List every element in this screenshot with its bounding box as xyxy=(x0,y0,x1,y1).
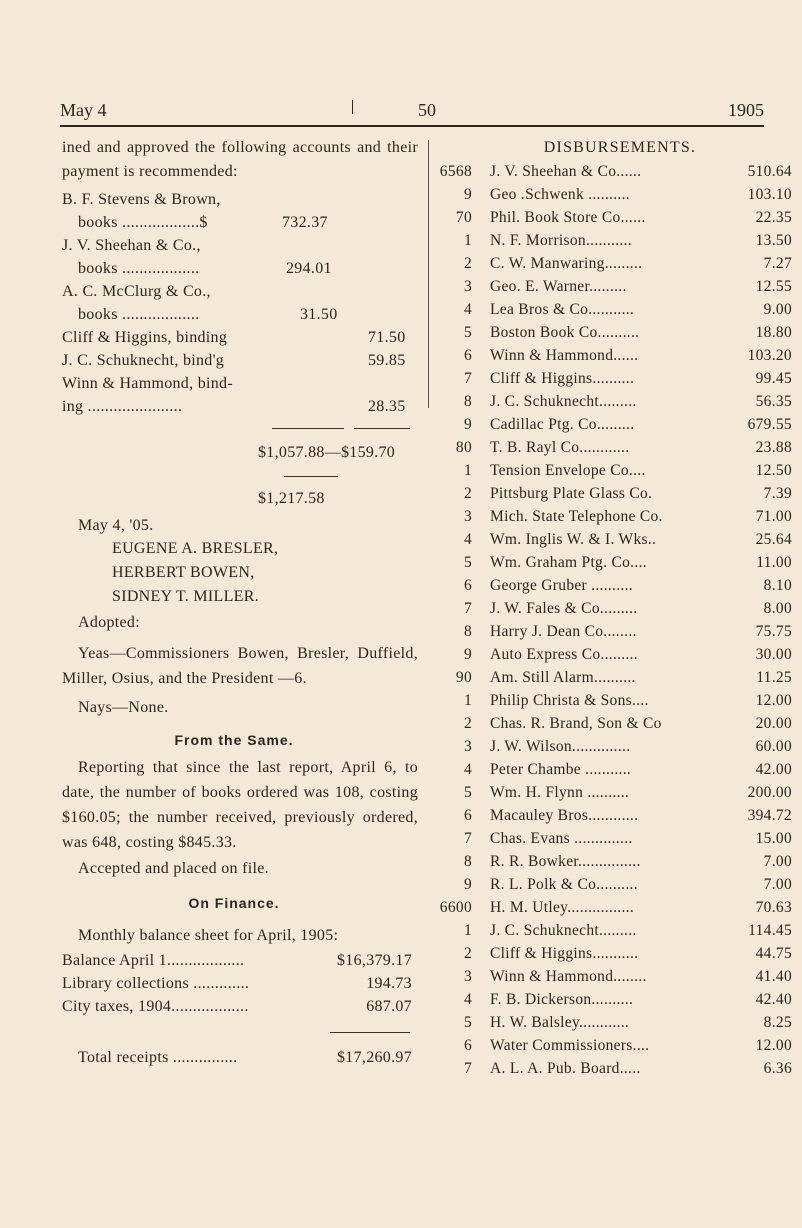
payment-amount: 56.35 xyxy=(755,393,792,410)
payee-name: Geo. E. Warner......... xyxy=(490,278,627,295)
voucher-number: 1 xyxy=(463,692,472,709)
voucher-number: 9 xyxy=(463,646,472,663)
report-text: Reporting that since the last report, April 6, to date, the number of books ordered was 108, costing $160.05; the number received, previously ordered, was 648, costing $845.33. xyxy=(62,759,418,851)
table-row xyxy=(432,735,794,758)
payee-name: Cadillac Ptg. Co......... xyxy=(490,416,635,433)
voucher-number: 6 xyxy=(463,1037,472,1054)
payee-name: Harry J. Dean Co........ xyxy=(490,623,637,640)
intro-text: ined and approved the following accounts and their payment is recommended: xyxy=(62,139,418,180)
voucher-number: 4 xyxy=(463,991,472,1008)
header-date: May 4 xyxy=(60,100,107,120)
table-row xyxy=(432,643,794,666)
payee-name: J. V. Sheehan & Co...... xyxy=(490,163,642,180)
payment-amount: 7.00 xyxy=(763,876,792,893)
table-row xyxy=(432,1057,794,1080)
payee-name: Mich. State Telephone Co. xyxy=(490,508,663,525)
payment-amount: 510.64 xyxy=(747,163,792,180)
payment-amount: 18.80 xyxy=(755,324,792,341)
payee-name: J. C. Schuknecht......... xyxy=(490,922,637,939)
voucher-number: 4 xyxy=(463,531,472,548)
page-number: 50 xyxy=(418,100,436,120)
voucher-number: 90 xyxy=(455,669,472,686)
total-receipts-label: Total receipts ............... xyxy=(78,1049,238,1066)
voucher-number: 1 xyxy=(463,462,472,479)
payee-name: Boston Book Co.......... xyxy=(490,324,640,341)
table-row xyxy=(432,298,794,321)
table-row xyxy=(432,390,794,413)
payee-name: Tension Envelope Co.... xyxy=(490,462,646,479)
payment-amount: 7.27 xyxy=(763,255,792,272)
payee-name: Am. Still Alarm.......... xyxy=(490,669,636,686)
payment-amount: 12.55 xyxy=(755,278,792,295)
account-line xyxy=(62,211,418,234)
payment-amount: 70.63 xyxy=(755,899,792,916)
voucher-number: 6 xyxy=(463,347,472,364)
yeas-text: Yeas—Commissioners Bowen, Bresler, Duffield, Miller, Osius, and the President —6. xyxy=(62,645,418,687)
voucher-number: 7 xyxy=(463,1060,472,1077)
voucher-number: 4 xyxy=(463,301,472,318)
header-tick-mark xyxy=(352,100,353,114)
payment-amount: 42.00 xyxy=(755,761,792,778)
account-line xyxy=(62,257,418,280)
payee-name: F. B. Dickerson.......... xyxy=(490,991,634,1008)
payment-amount: 15.00 xyxy=(755,830,792,847)
receipts-rule-line xyxy=(62,1018,418,1046)
account-amount: 31.50 xyxy=(300,306,338,323)
account-name: A. C. McClurg & Co., xyxy=(62,283,211,300)
voucher-number: 2 xyxy=(463,485,472,502)
account-amount: 294.01 xyxy=(286,260,332,277)
table-row xyxy=(432,781,794,804)
binding-name: J. C. Schuknecht, bind'g xyxy=(62,352,225,369)
table-row xyxy=(432,689,794,712)
voucher-number: 2 xyxy=(463,715,472,732)
payee-name: R. R. Bowker............... xyxy=(490,853,641,870)
binding-name: Winn & Hammond, bind- xyxy=(62,375,233,392)
account-line xyxy=(62,303,418,326)
finance-line xyxy=(62,995,418,1018)
account-leader: books .................. xyxy=(78,306,200,323)
table-row xyxy=(432,965,794,988)
table-row xyxy=(432,206,794,229)
voucher-number: 8 xyxy=(463,393,472,410)
voucher-number: 5 xyxy=(463,1014,472,1031)
voucher-number: 4 xyxy=(463,761,472,778)
payment-amount: 60.00 xyxy=(755,738,792,755)
payee-name: Winn & Hammond........ xyxy=(490,968,647,985)
payee-name: Lea Bros & Co........... xyxy=(490,301,635,318)
signer-name: HERBERT BOWEN, xyxy=(112,564,255,581)
table-row xyxy=(432,712,794,735)
section-heading: From the Same. xyxy=(174,732,294,748)
signer-name: EUGENE A. BRESLER, xyxy=(112,540,279,557)
binding-amount: 59.85 xyxy=(368,352,406,369)
table-row xyxy=(432,459,794,482)
table-row xyxy=(432,896,794,919)
payee-name: A. L. A. Pub. Board..... xyxy=(490,1060,641,1077)
account-name: B. F. Stevens & Brown, xyxy=(62,191,221,208)
finance-amount: $16,379.17 xyxy=(337,952,412,969)
total-rule-line xyxy=(62,468,418,484)
table-row xyxy=(432,597,794,620)
left-column xyxy=(62,136,418,1069)
table-row xyxy=(432,804,794,827)
table-row xyxy=(432,482,794,505)
voucher-number: 2 xyxy=(463,945,472,962)
payee-name: Wm. Graham Ptg. Co.... xyxy=(490,554,647,571)
payment-amount: 20.00 xyxy=(755,715,792,732)
payee-name: R. L. Polk & Co.......... xyxy=(490,876,638,893)
payee-name: Philip Christa & Sons.... xyxy=(490,692,649,709)
finance-amount: 194.73 xyxy=(366,975,412,992)
table-row xyxy=(432,505,794,528)
voucher-number: 3 xyxy=(463,738,472,755)
table-row xyxy=(432,528,794,551)
payment-amount: 200.00 xyxy=(747,784,792,801)
voucher-number: 5 xyxy=(463,554,472,571)
payee-name: Geo .Schwenk .......... xyxy=(490,186,630,203)
voucher-number: 5 xyxy=(463,784,472,801)
sum-rule xyxy=(272,428,344,429)
account-leader: books .................. xyxy=(78,260,200,277)
disbursements-heading: DISBURSEMENTS. xyxy=(543,139,697,156)
finance-label: Balance April 1.................. xyxy=(62,952,245,969)
table-row xyxy=(432,183,794,206)
total-receipts-amount: $17,260.97 xyxy=(337,1049,412,1066)
payment-amount: 7.00 xyxy=(763,853,792,870)
payment-amount: 30.00 xyxy=(755,646,792,663)
payee-name: J. W. Fales & Co......... xyxy=(490,600,638,617)
adopted-label: Adopted: xyxy=(78,614,140,631)
finance-intro: Monthly balance sheet for April, 1905: xyxy=(78,927,339,944)
payment-amount: 394.72 xyxy=(747,807,792,824)
table-row xyxy=(432,275,794,298)
payee-name: George Gruber .......... xyxy=(490,577,633,594)
signer-name: SIDNEY T. MILLER. xyxy=(112,588,260,605)
voucher-number: 6600 xyxy=(439,899,472,916)
payee-name: Wm. Inglis W. & I. Wks.. xyxy=(490,531,657,548)
subtotal-line xyxy=(62,438,418,468)
payee-name: Winn & Hammond...... xyxy=(490,347,639,364)
table-row xyxy=(432,942,794,965)
payment-amount: 22.35 xyxy=(755,209,792,226)
table-row xyxy=(432,850,794,873)
payment-amount: 41.40 xyxy=(755,968,792,985)
payee-name: H. M. Utley................ xyxy=(490,899,635,916)
payment-amount: 99.45 xyxy=(755,370,792,387)
subtotal-rules xyxy=(62,418,418,438)
total-line xyxy=(62,484,418,514)
payment-amount: 8.25 xyxy=(763,1014,792,1031)
table-row xyxy=(432,367,794,390)
payee-name: Macauley Bros............ xyxy=(490,807,639,824)
table-row xyxy=(432,344,794,367)
binding-name: Cliff & Higgins, binding xyxy=(62,329,228,346)
voucher-number: 1 xyxy=(463,232,472,249)
payment-amount: 103.10 xyxy=(747,186,792,203)
payee-name: J. W. Wilson.............. xyxy=(490,738,631,755)
payee-name: Chas. Evans .............. xyxy=(490,830,633,847)
voucher-number: 6 xyxy=(463,807,472,824)
finance-amount: 687.07 xyxy=(366,998,412,1015)
payee-name: T. B. Rayl Co............ xyxy=(490,439,630,456)
column-divider xyxy=(428,140,429,408)
table-row xyxy=(432,160,794,183)
binding-line xyxy=(62,326,418,349)
table-row xyxy=(432,1011,794,1034)
payee-name: J. C. Schuknecht......... xyxy=(490,393,637,410)
account-leader: books ..................$ xyxy=(78,214,208,231)
voucher-number: 7 xyxy=(463,830,472,847)
binding-amount: 28.35 xyxy=(368,398,406,415)
payee-name: Chas. R. Brand, Son & Co xyxy=(490,715,662,732)
payee-name: Wm. H. Flynn .......... xyxy=(490,784,630,801)
finance-line xyxy=(62,972,418,995)
payee-name: Cliff & Higgins........... xyxy=(490,945,639,962)
payment-amount: 6.36 xyxy=(763,1060,792,1077)
payee-name: Peter Chambe ........... xyxy=(490,761,632,778)
page-header xyxy=(60,100,764,124)
table-row xyxy=(432,413,794,436)
payee-name: Auto Express Co......... xyxy=(490,646,638,663)
voucher-number: 9 xyxy=(463,416,472,433)
voucher-number: 80 xyxy=(455,439,472,456)
voucher-number: 1 xyxy=(463,922,472,939)
payee-name: Pittsburg Plate Glass Co. xyxy=(490,485,653,502)
table-row xyxy=(432,620,794,643)
total-amount: $1,217.58 xyxy=(258,490,325,507)
sum-rule xyxy=(330,1032,410,1033)
voucher-number: 3 xyxy=(463,968,472,985)
binding-line xyxy=(62,395,418,418)
table-row xyxy=(432,988,794,1011)
payment-amount: 8.10 xyxy=(763,577,792,594)
accepted-text: Accepted and placed on file. xyxy=(78,860,269,877)
table-row xyxy=(432,1034,794,1057)
sum-rule xyxy=(354,428,410,429)
voucher-number: 6 xyxy=(463,577,472,594)
nays-text: Nays—None. xyxy=(78,699,169,716)
payment-amount: 12.50 xyxy=(755,462,792,479)
finance-line xyxy=(62,949,418,972)
voucher-number: 70 xyxy=(455,209,472,226)
voucher-number: 7 xyxy=(463,600,472,617)
binding-amount: 71.50 xyxy=(368,329,406,346)
subtotal-amount: $1,057.88—$159.70 xyxy=(258,444,396,461)
payee-name: Water Commissioners.... xyxy=(490,1037,650,1054)
voucher-number: 7 xyxy=(463,370,472,387)
table-row xyxy=(432,574,794,597)
payment-amount: 11.25 xyxy=(756,669,792,686)
voucher-number: 3 xyxy=(463,278,472,295)
sum-rule xyxy=(284,476,338,477)
payment-amount: 11.00 xyxy=(756,554,792,571)
table-row xyxy=(432,873,794,896)
voucher-number: 8 xyxy=(463,623,472,640)
payee-name: C. W. Manwaring......... xyxy=(490,255,643,272)
payment-amount: 13.50 xyxy=(755,232,792,249)
payment-amount: 679.55 xyxy=(747,416,792,433)
right-column xyxy=(432,136,794,1080)
voucher-number: 9 xyxy=(463,876,472,893)
disbursement-list xyxy=(432,160,794,1080)
voucher-number: 8 xyxy=(463,853,472,870)
payment-amount: 75.75 xyxy=(755,623,792,640)
section-heading: On Finance. xyxy=(188,895,280,911)
payment-amount: 42.40 xyxy=(755,991,792,1008)
payment-amount: 25.64 xyxy=(755,531,792,548)
payment-amount: 9.00 xyxy=(763,301,792,318)
payment-amount: 12.00 xyxy=(755,692,792,709)
payee-name: H. W. Balsley............ xyxy=(490,1014,630,1031)
binding-line xyxy=(62,349,418,372)
payee-name: Cliff & Higgins.......... xyxy=(490,370,635,387)
binding-leader: ing ...................... xyxy=(62,398,183,415)
account-name: J. V. Sheehan & Co., xyxy=(62,237,201,254)
payee-name: N. F. Morrison........... xyxy=(490,232,632,249)
table-row xyxy=(432,666,794,689)
table-row xyxy=(432,919,794,942)
payment-amount: 7.39 xyxy=(763,485,792,502)
payment-amount: 8.00 xyxy=(763,600,792,617)
payment-amount: 114.45 xyxy=(748,922,792,939)
header-year: 1905 xyxy=(728,100,764,120)
table-row xyxy=(432,252,794,275)
payment-amount: 71.00 xyxy=(755,508,792,525)
table-row xyxy=(432,758,794,781)
table-row xyxy=(432,827,794,850)
payment-amount: 103.20 xyxy=(747,347,792,364)
table-row xyxy=(432,436,794,459)
payment-amount: 23.88 xyxy=(755,439,792,456)
voucher-number: 9 xyxy=(463,186,472,203)
table-row xyxy=(432,551,794,574)
payee-name: Phil. Book Store Co...... xyxy=(490,209,646,226)
voucher-number: 5 xyxy=(463,324,472,341)
table-row xyxy=(432,229,794,252)
payment-amount: 12.00 xyxy=(755,1037,792,1054)
table-row xyxy=(432,321,794,344)
finance-label: City taxes, 1904.................. xyxy=(62,998,249,1015)
payment-amount: 44.75 xyxy=(755,945,792,962)
header-rule xyxy=(60,125,764,127)
finance-label: Library collections ............. xyxy=(62,975,250,992)
voucher-number: 2 xyxy=(463,255,472,272)
voucher-number: 3 xyxy=(463,508,472,525)
report-date: May 4, '05. xyxy=(78,517,154,534)
account-amount: 732.37 xyxy=(282,214,328,231)
voucher-number: 6568 xyxy=(439,163,472,180)
total-receipts-line xyxy=(62,1046,418,1069)
